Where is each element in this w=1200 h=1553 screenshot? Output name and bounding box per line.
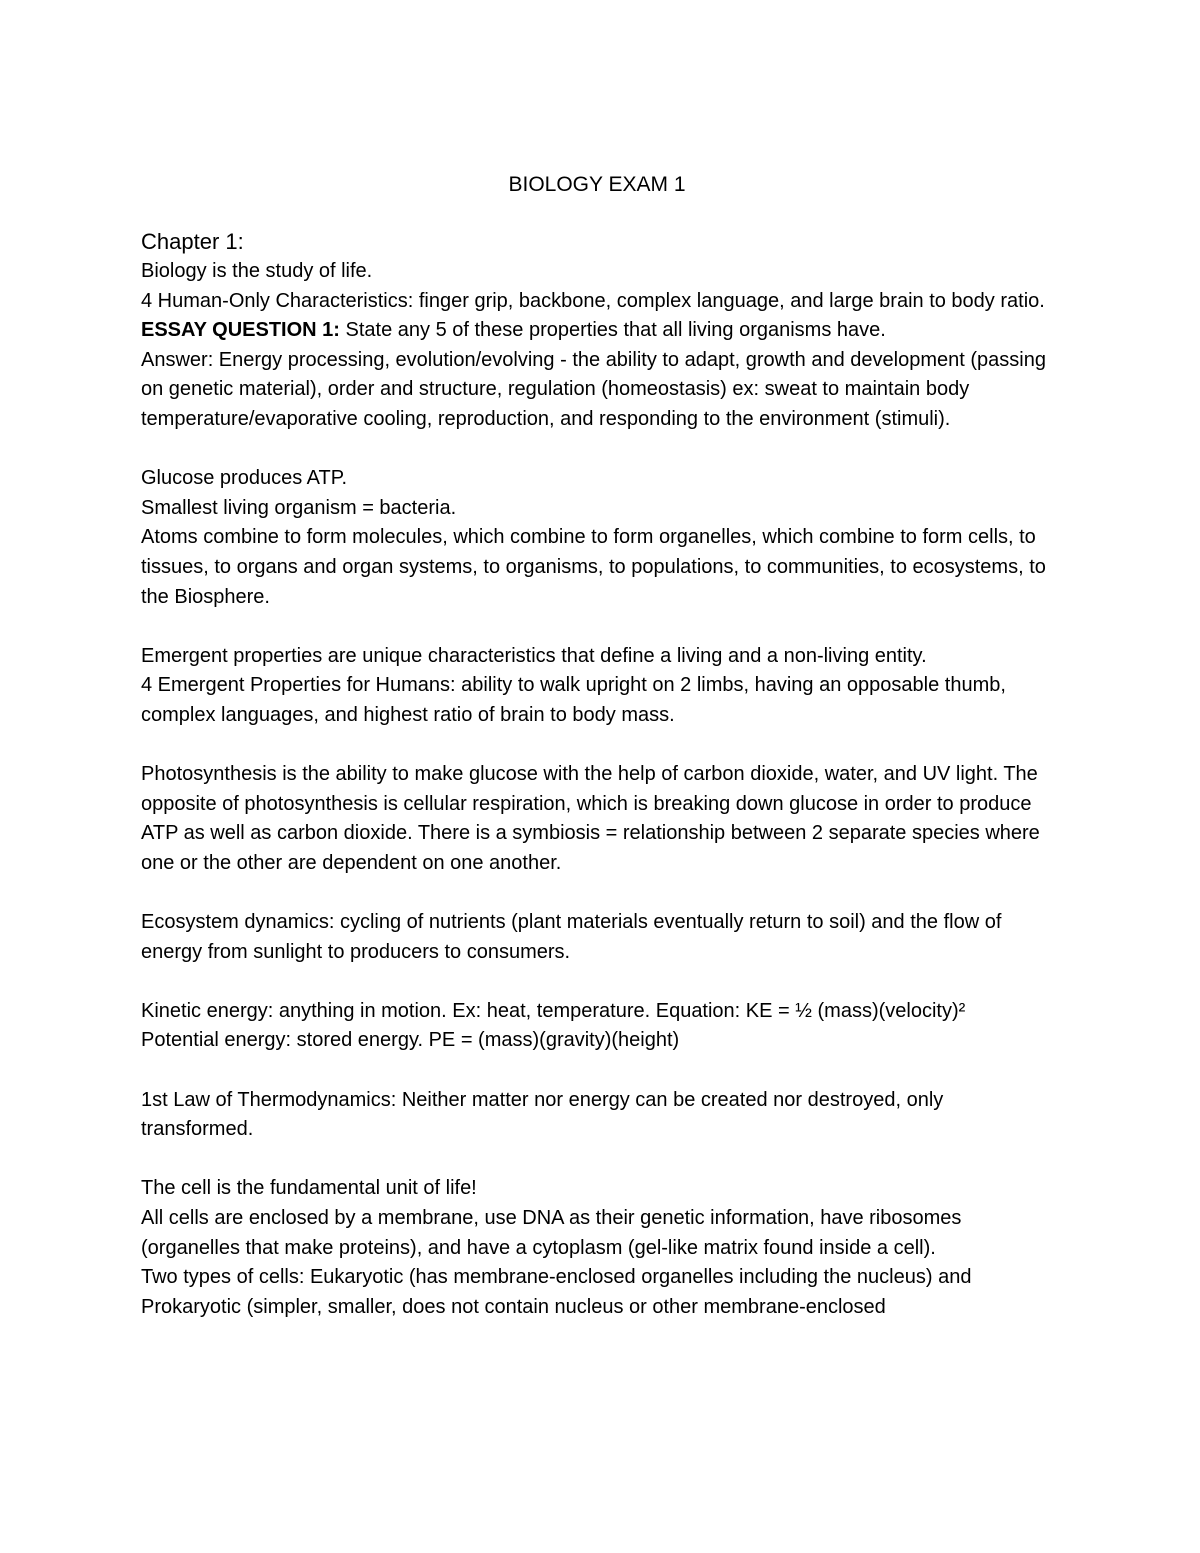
paragraph-cell-unit: The cell is the fundamental unit of life! bbox=[141, 1177, 477, 1200]
spacer bbox=[141, 1056, 1061, 1086]
paragraph-emergent-properties: Emergent properties are unique characteristics that define a living and a non-living entity. bbox=[141, 644, 927, 667]
paragraph-all-cells: All cells are enclosed by a membrane, use DNA as their genetic information, have ribosomes (organelles that make proteins), and have a cytoplasm (gel-like matrix found inside a cell). bbox=[141, 1207, 962, 1259]
paragraph-essay-question bbox=[141, 316, 1061, 346]
essay-question-text: State any 5 of these properties that all living organisms have. bbox=[339, 319, 886, 342]
paragraph-photosynthesis: Photosynthesis is the ability to make glucose with the help of carbon dioxide, water, and UV light. The opposite of photosynthesis is cellular respiration, which is breaking down glucose in order to produce ATP as well as carbon dioxide. There is a symbiosis = relationship between 2 separate species where one or the other are dependent on one another. bbox=[141, 763, 1040, 874]
paragraph-potential-energy: Potential energy: stored energy. PE = (mass)(gravity)(height) bbox=[141, 1029, 680, 1052]
document-page bbox=[141, 170, 1061, 1322]
chapter-heading: Chapter 1: bbox=[141, 229, 244, 254]
paragraph-two-types: Two types of cells: Eukaryotic (has membrane-enclosed organelles including the nucleus) and Prokaryotic (simpler, smaller, does not contain nucleus or other membrane-enclosed bbox=[141, 1266, 972, 1318]
spacer bbox=[141, 612, 1061, 642]
paragraph-biology-definition: Biology is the study of life. bbox=[141, 260, 373, 282]
paragraph-kinetic-energy: Kinetic energy: anything in motion. Ex: heat, temperature. Equation: KE = ½ (mass)(velocity)² bbox=[141, 999, 966, 1022]
spacer bbox=[141, 967, 1061, 997]
paragraph-smallest-organism: Smallest living organism = bacteria. bbox=[141, 496, 457, 519]
paragraph-glucose: Glucose produces ATP. bbox=[141, 467, 348, 490]
spacer bbox=[141, 878, 1061, 908]
paragraph-atoms: Atoms combine to form molecules, which combine to form organelles, which combine to form cells, to tissues, to organs and organ systems, to organisms, to populations, to communities, to ecosystems, to the Biosphere. bbox=[141, 526, 1046, 608]
essay-question-label: ESSAY QUESTION 1: bbox=[141, 319, 340, 342]
spacer bbox=[141, 731, 1061, 761]
paragraph-thermodynamics: 1st Law of Thermodynamics: Neither matter nor energy can be created nor destroyed, only transformed. bbox=[141, 1088, 944, 1141]
paragraph-human-characteristics: 4 Human-Only Characteristics: finger grip, backbone, complex language, and large brain to body ratio. bbox=[141, 289, 1045, 312]
paragraph-answer: Answer: Energy processing, evolution/evolving - the ability to adapt, growth and development (passing on genetic material), order and structure, regulation (homeostasis) ex: sweat to maintain body temperature/evaporative cooling, reproduction, and responding to the environment (stimuli). bbox=[141, 348, 1046, 430]
spacer bbox=[141, 1145, 1061, 1175]
document-title: BIOLOGY EXAM 1 bbox=[508, 173, 686, 196]
paragraph-ecosystem: Ecosystem dynamics: cycling of nutrients (plant materials eventually return to soil) and the flow of energy from sunlight to producers to consumers. bbox=[141, 911, 1002, 963]
spacer bbox=[141, 435, 1061, 465]
paragraph-emergent-humans: 4 Emergent Properties for Humans: ability to walk upright on 2 limbs, having an opposable thumb, complex languages, and highest ratio of brain to body mass. bbox=[141, 674, 1006, 726]
